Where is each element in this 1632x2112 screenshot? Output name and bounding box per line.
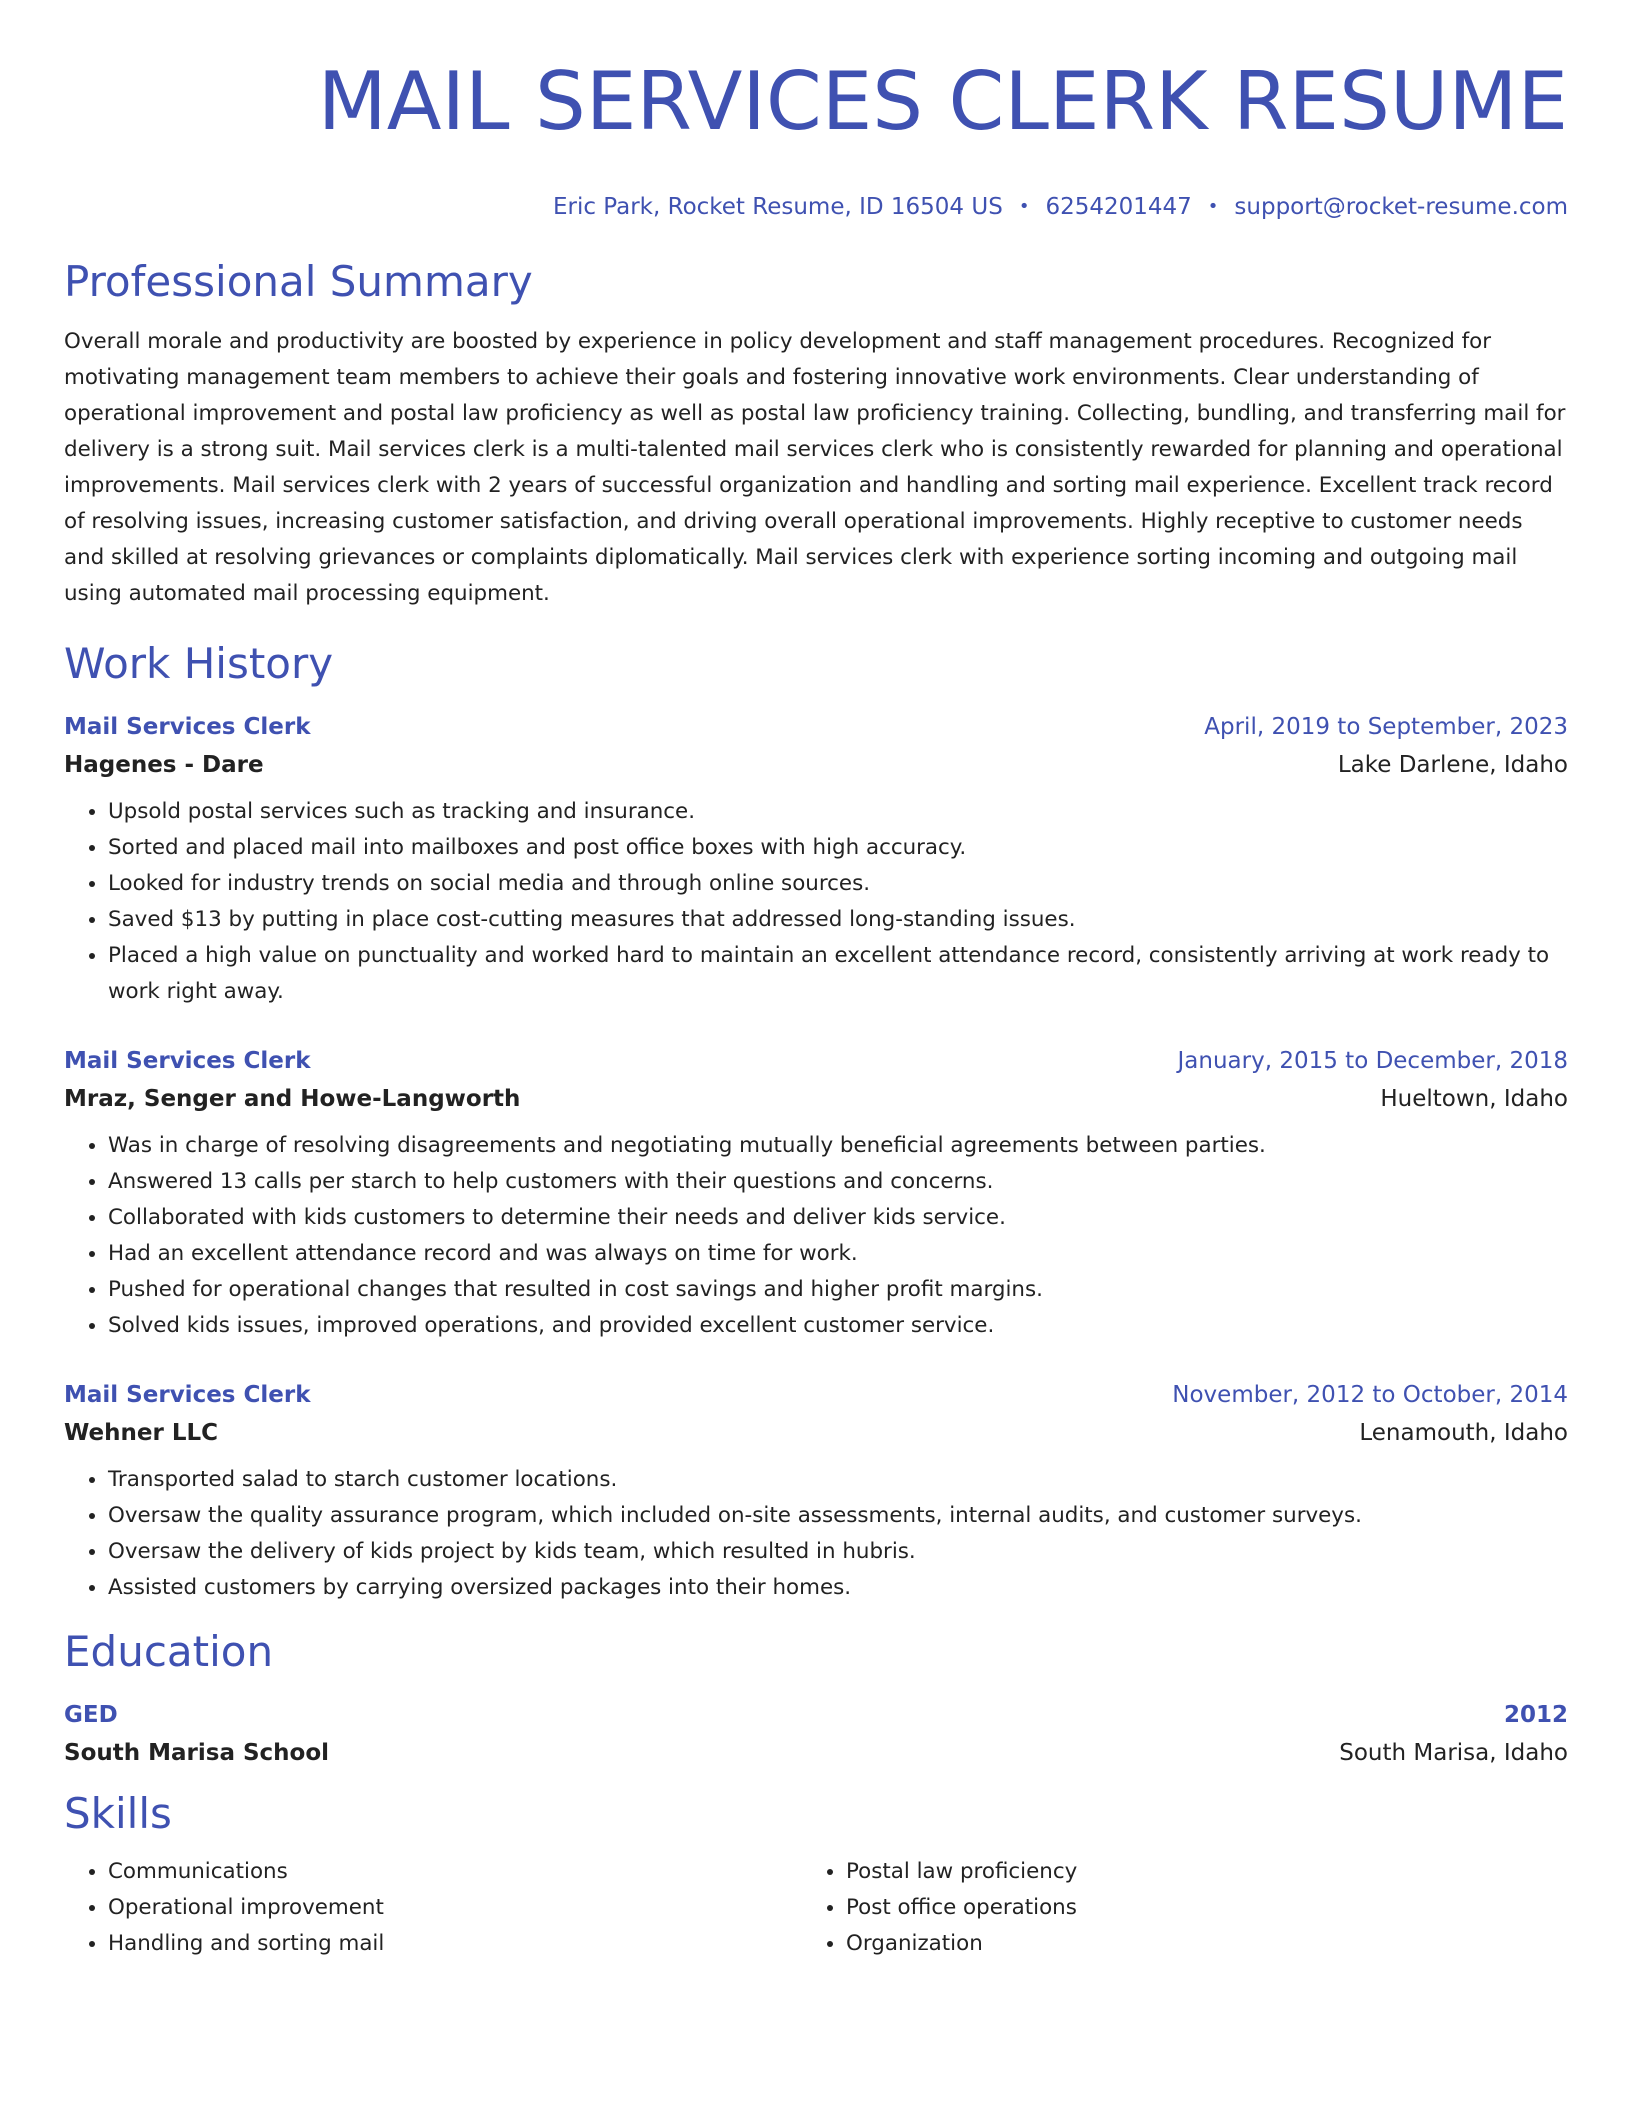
education-school-row xyxy=(64,1734,1568,1772)
skills-column-left xyxy=(64,1854,802,1962)
job-title: Mail Services Clerk xyxy=(64,1048,311,1074)
job-bullets xyxy=(64,1462,1568,1606)
list-item: • Collaborated with kids customers to determine their needs and deliver kids service. xyxy=(108,1200,1568,1236)
job-entry xyxy=(64,1042,1568,1344)
list-item: • Oversaw the quality assurance program, which included on-site assessments, internal audits, and customer surveys. xyxy=(108,1498,1568,1534)
job-company: Mraz, Senger and Howe-Langworth xyxy=(64,1086,521,1112)
contact-separator: • xyxy=(1207,196,1219,217)
skill-item: • Operational improvement xyxy=(108,1890,802,1926)
education-school: South Marisa School xyxy=(64,1740,330,1766)
job-header-row xyxy=(64,1376,1568,1414)
skill-item: • Handling and sorting mail xyxy=(108,1926,802,1962)
job-location: Lake Darlene, Idaho xyxy=(1337,752,1568,778)
skill-item: • Communications xyxy=(108,1854,802,1890)
list-item: • Looked for industry trends on social media and through online sources. xyxy=(108,866,1568,902)
list-item: • Pushed for operational changes that resulted in cost savings and higher profit margins. xyxy=(108,1272,1568,1308)
resume-title: MAIL SERVICES CLERK RESUME xyxy=(317,55,1568,148)
contact-phone: 6254201447 xyxy=(1045,194,1192,220)
skill-item: • Postal law proficiency xyxy=(846,1854,1540,1890)
education-location: South Marisa, Idaho xyxy=(1339,1740,1568,1766)
list-item: • Oversaw the delivery of kids project by kids team, which resulted in hubris. xyxy=(108,1534,1568,1570)
list-item: • Saved $13 by putting in place cost-cutting measures that addressed long-standing issues. xyxy=(108,902,1568,938)
summary-heading: Professional Summary xyxy=(64,257,533,306)
contact-email: support@rocket-resume.com xyxy=(1234,194,1568,220)
job-dates: January, 2015 to December, 2018 xyxy=(1177,1048,1568,1074)
job-location: Lenamouth, Idaho xyxy=(1359,1420,1568,1446)
job-company: Wehner LLC xyxy=(64,1420,219,1446)
list-item: • Assisted customers by carrying oversized packages into their homes. xyxy=(108,1570,1568,1606)
job-title: Mail Services Clerk xyxy=(64,714,311,740)
job-bullets xyxy=(64,794,1568,1010)
list-item: • Placed a high value on punctuality and worked hard to maintain an excellent attendance record, consistently arriving at work ready to work right away. xyxy=(108,938,1568,1010)
contact-line xyxy=(64,192,1568,222)
job-company: Hagenes - Dare xyxy=(64,752,264,778)
education-year: 2012 xyxy=(1503,1702,1568,1728)
job-company-row xyxy=(64,1080,1568,1118)
list-item: • Solved kids issues, improved operations, and provided excellent customer service. xyxy=(108,1308,1568,1344)
job-location: Hueltown, Idaho xyxy=(1380,1086,1568,1112)
summary-text: Overall morale and productivity are boosted by experience in policy development and staff management procedures. Recognized for motivating management team members to achieve their goals and fostering innovative work environments. Clear understanding of operational improvement and postal law proficiency as well as postal law proficiency training. Collecting, bundling, and transferring mail for delivery is a strong suit. Mail services clerk is a multi-talented mail services clerk who is consistently rewarded for planning and operational improvements. Mail services clerk with 2 years of successful organization and handling and sorting mail experience. Excellent track record of resolving issues, increasing customer satisfaction, and driving overall operational improvements. Highly receptive to customer needs and skilled at resolving grievances or complaints diplomatically. Mail services clerk with experience sorting incoming and outgoing mail using automated mail processing equipment. xyxy=(64,329,1566,606)
list-item: • Answered 13 calls per starch to help customers with their questions and concerns. xyxy=(108,1164,1568,1200)
job-entry xyxy=(64,708,1568,1010)
list-item: • Transported salad to starch customer locations. xyxy=(108,1462,1568,1498)
job-company-row xyxy=(64,1414,1568,1452)
education-heading: Education xyxy=(64,1627,274,1676)
skills-grid xyxy=(64,1854,1568,1962)
job-entry xyxy=(64,1376,1568,1606)
list-item: • Upsold postal services such as tracking and insurance. xyxy=(108,794,1568,830)
skill-item: • Post office operations xyxy=(846,1890,1540,1926)
job-header-row xyxy=(64,1042,1568,1080)
list-item: • Had an excellent attendance record and was always on time for work. xyxy=(108,1236,1568,1272)
education-header-row xyxy=(64,1696,1568,1734)
job-bullets xyxy=(64,1128,1568,1344)
job-header-row xyxy=(64,708,1568,746)
contact-separator: • xyxy=(1018,196,1030,217)
skills-column-right xyxy=(802,1854,1540,1962)
skill-item: • Organization xyxy=(846,1926,1540,1962)
education-degree: GED xyxy=(64,1702,118,1728)
job-company-row xyxy=(64,746,1568,784)
contact-address: Eric Park, Rocket Resume, ID 16504 US xyxy=(552,194,1003,220)
list-item: • Was in charge of resolving disagreements and negotiating mutually beneficial agreements between parties. xyxy=(108,1128,1568,1164)
job-dates: November, 2012 to October, 2014 xyxy=(1172,1382,1568,1408)
work-history-heading: Work History xyxy=(64,639,334,688)
skills-heading: Skills xyxy=(64,1789,172,1838)
education-entry xyxy=(64,1696,1568,1772)
list-item: • Sorted and placed mail into mailboxes and post office boxes with high accuracy. xyxy=(108,830,1568,866)
job-title: Mail Services Clerk xyxy=(64,1382,311,1408)
job-dates: April, 2019 to September, 2023 xyxy=(1204,714,1568,740)
